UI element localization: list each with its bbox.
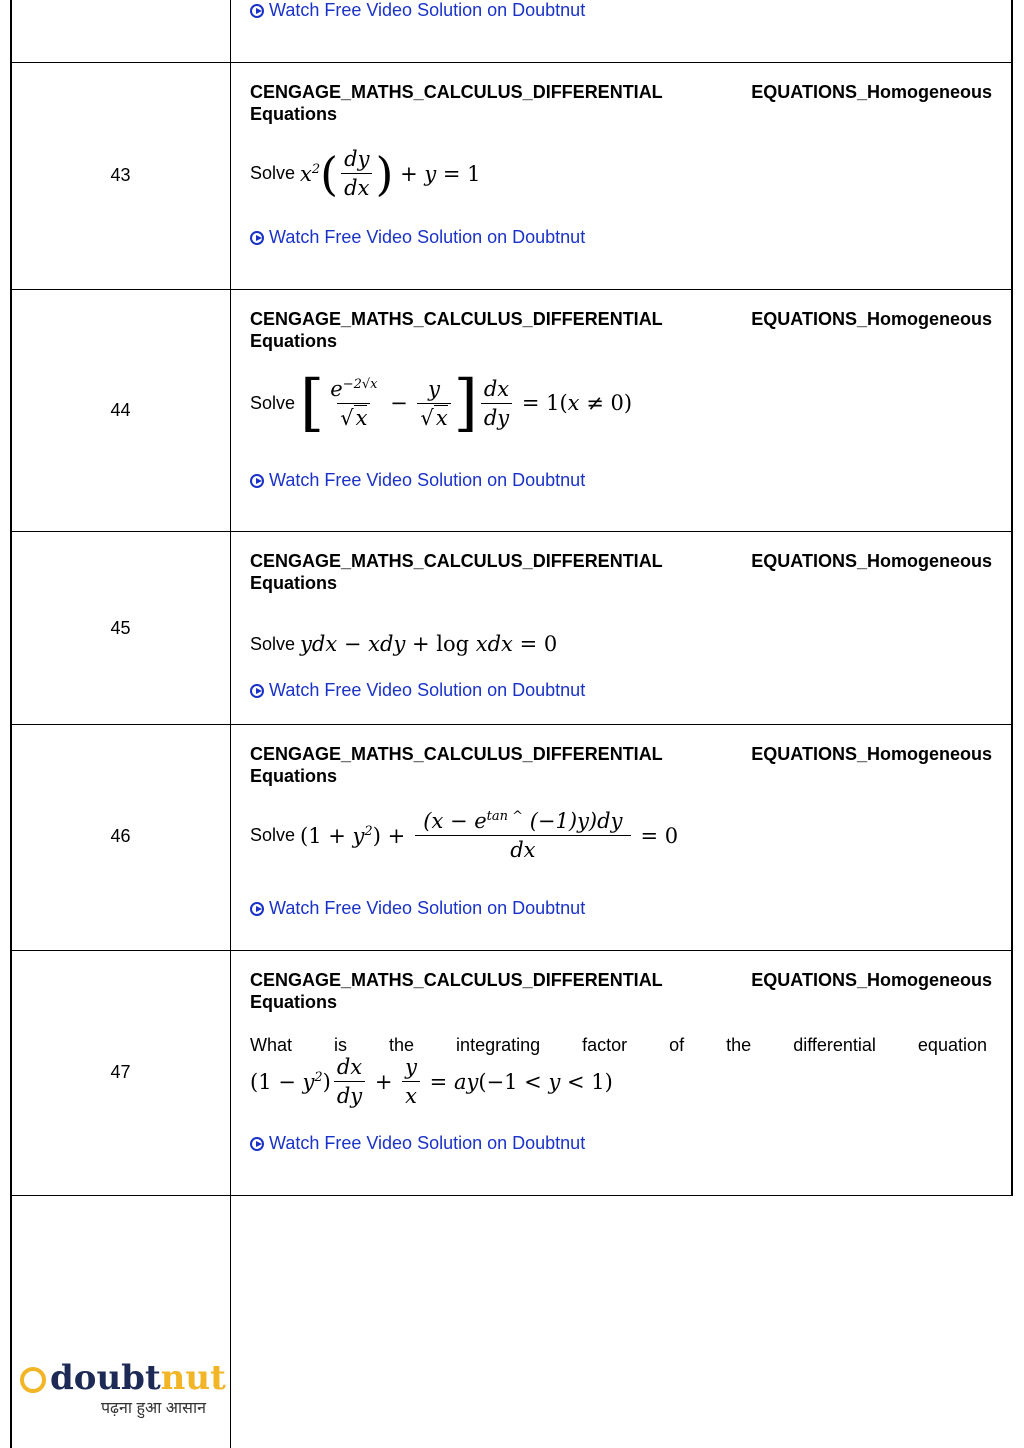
question-number: 44 xyxy=(110,400,131,420)
question-category: CENGAGE_MATHS_CALCULUS_DIFFERENTIAL EQUATIONS_Homogeneous Equations xyxy=(250,309,992,351)
question-number: 45 xyxy=(110,618,131,638)
row-divider xyxy=(10,1195,1013,1196)
watch-video-link[interactable]: Watch Free Video Solution on Doubtnut xyxy=(250,227,585,248)
question-number: 46 xyxy=(110,826,131,846)
question-text: Solve ydx − xdy + log xdx = 0 xyxy=(250,632,558,656)
table-row xyxy=(10,725,1013,950)
watch-video-link[interactable]: Watch Free Video Solution on Doubtnut xyxy=(250,470,585,491)
question-category: CENGAGE_MATHS_CALCULUS_DIFFERENTIAL EQUATIONS_Homogeneous Equations xyxy=(250,82,992,124)
question-text: Solve $x^2$ ( $\frac{dy}{dx}$ ) + y = 1 xyxy=(250,146,481,201)
play-icon xyxy=(250,231,264,245)
play-icon xyxy=(250,1137,264,1151)
table-row xyxy=(10,290,1013,531)
watch-video-link[interactable]: Watch Free Video Solution on Doubtnut xyxy=(250,1133,585,1154)
play-icon xyxy=(250,474,264,488)
play-icon xyxy=(250,4,264,18)
play-icon xyxy=(250,684,264,698)
watch-video-link[interactable]: Watch Free Video Solution on Doubtnut xyxy=(250,898,585,919)
question-number: 43 xyxy=(110,165,131,185)
table-row xyxy=(10,532,1013,724)
question-table xyxy=(10,0,1013,1448)
doubtnut-mark-icon xyxy=(20,1367,46,1393)
logo-tagline: पढ़ना हुआ आसान xyxy=(100,1400,206,1417)
question-text: Solve [ $\frac{e^{-2√x}}{√x}$ − $\frac{y}{√x}$ ] $\frac{dx}{dy}$ = 1( x ≠ 0) xyxy=(250,366,633,439)
question-text: Solve (1 + $y^2$ ) + $\frac{(x - e^{tan \^{}} (-1)y)dy}{dx}$ = 0 xyxy=(250,809,679,862)
doubtnut-logo: doubtnut पढ़ना हुआ आसान xyxy=(20,1358,210,1418)
table-row xyxy=(10,951,1013,1195)
question-text: (1 − $y^2$ ) $\frac{dx}{dy}$ + $\frac{y}{x}$ = ay (−1 < y < 1) xyxy=(250,1055,613,1108)
watch-video-link[interactable]: Watch Free Video Solution on Doubtnut xyxy=(250,680,585,701)
question-category: CENGAGE_MATHS_CALCULUS_DIFFERENTIAL EQUATIONS_Homogeneous Equations xyxy=(250,970,992,1012)
question-number: 47 xyxy=(110,1062,131,1082)
question-category: CENGAGE_MATHS_CALCULUS_DIFFERENTIAL EQUATIONS_Homogeneous Equations xyxy=(250,744,992,786)
table-row xyxy=(10,63,1013,289)
question-category: CENGAGE_MATHS_CALCULUS_DIFFERENTIAL EQUATIONS_Homogeneous Equations xyxy=(250,551,992,593)
watch-video-link[interactable]: Watch Free Video Solution on Doubtnut xyxy=(250,0,585,21)
table-row xyxy=(10,0,1013,62)
play-icon xyxy=(250,902,264,916)
question-prompt: What is the integrating factor of the differential equation xyxy=(250,1035,987,1055)
